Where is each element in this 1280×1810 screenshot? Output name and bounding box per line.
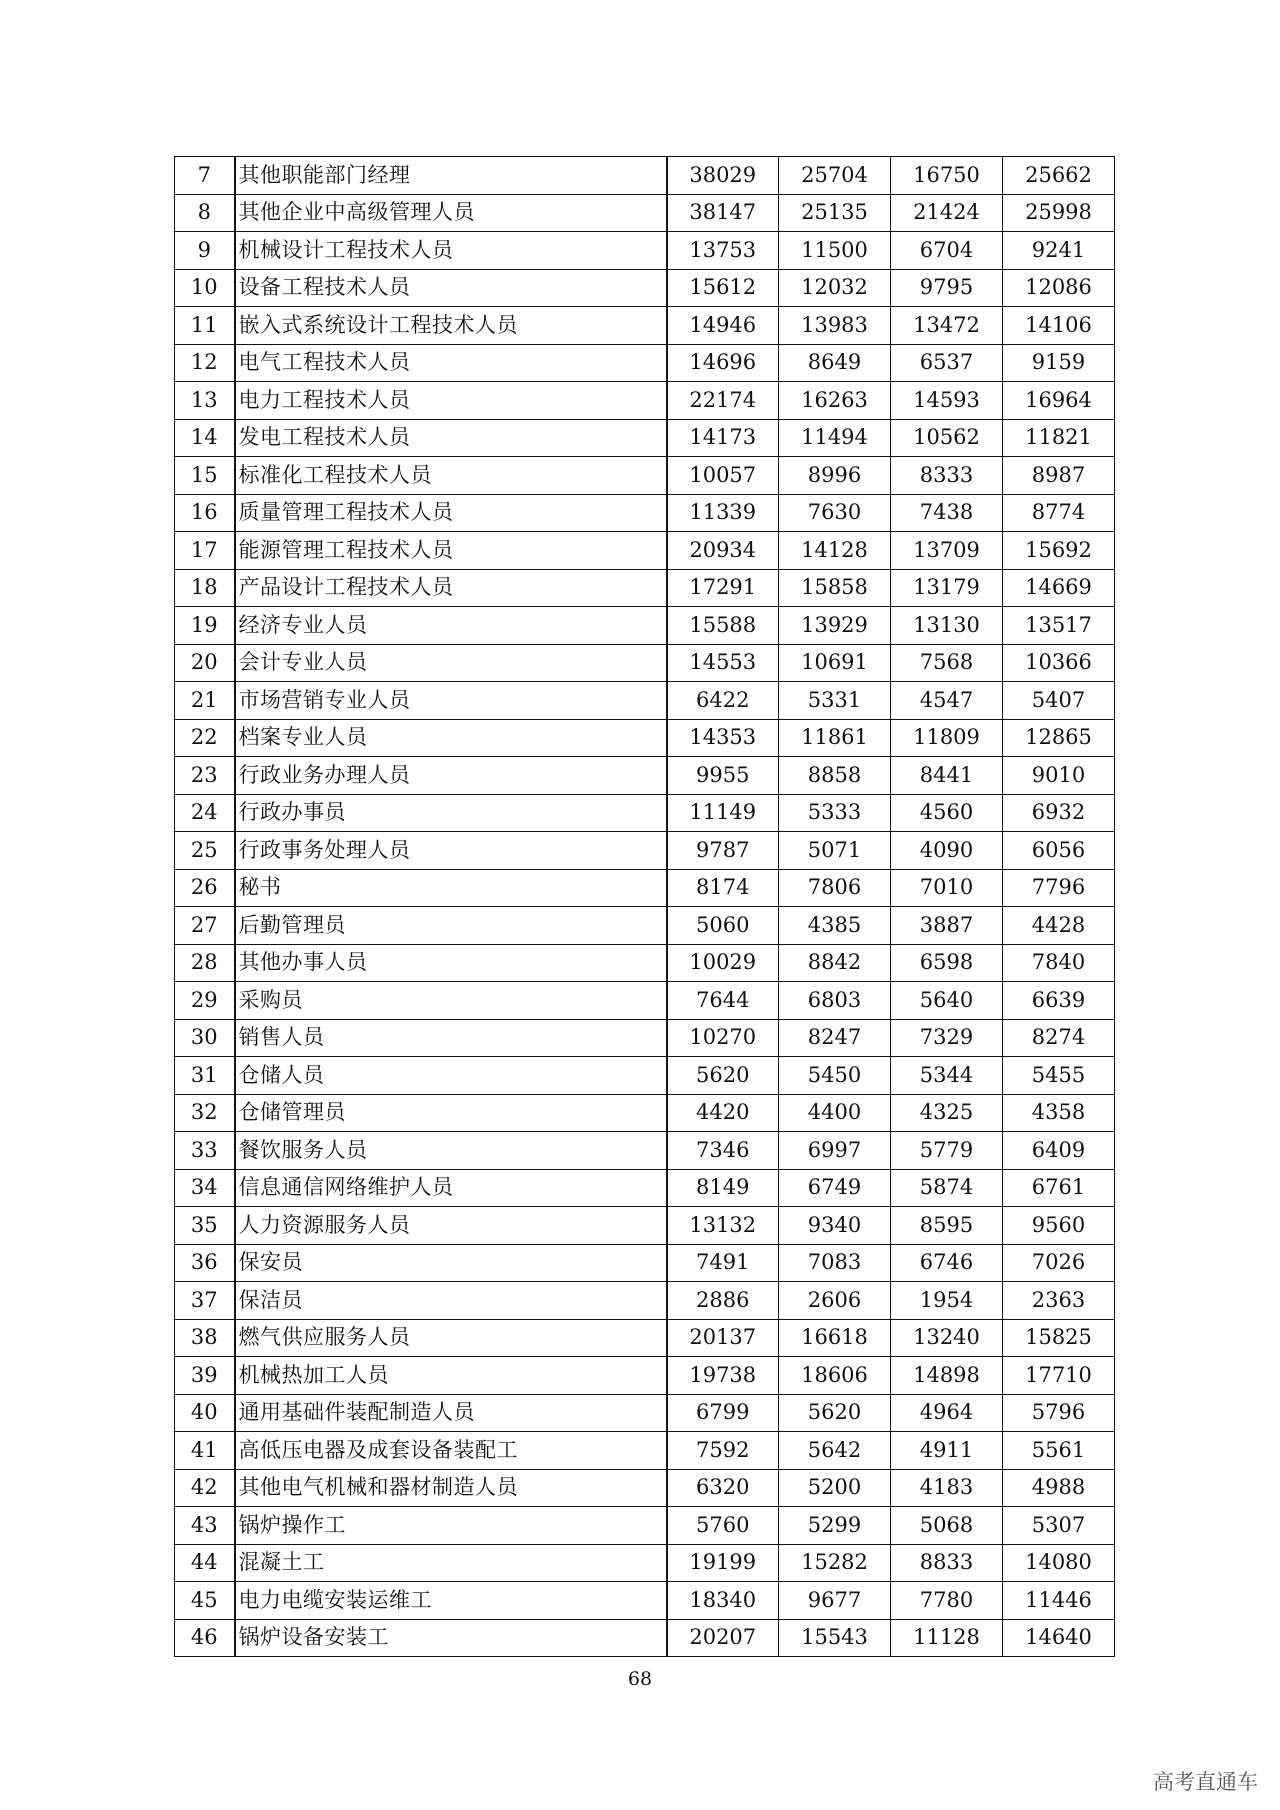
value-col-1: 14696 [667,344,779,382]
value-col-2: 7806 [779,869,891,907]
value-col-2: 9677 [779,1582,891,1620]
row-number: 38 [175,1319,235,1357]
table-body [175,157,1115,1657]
occupation-name: 仓储管理员 [235,1094,667,1132]
value-col-4: 6932 [1003,794,1115,832]
value-col-1: 10270 [667,1019,779,1057]
row-number: 24 [175,794,235,832]
occupation-name: 电力电缆安装运维工 [235,1582,667,1620]
occupation-name: 质量管理工程技术人员 [235,494,667,532]
value-col-2: 5331 [779,682,891,720]
row-number: 28 [175,944,235,982]
table-row [175,682,1115,720]
occupation-name: 会计专业人员 [235,644,667,682]
table-row [175,1094,1115,1132]
table-row [175,1282,1115,1320]
value-col-3: 9795 [891,269,1003,307]
value-col-4: 12865 [1003,719,1115,757]
value-col-2: 4400 [779,1094,891,1132]
value-col-3: 8595 [891,1207,1003,1245]
value-col-1: 10029 [667,944,779,982]
value-col-3: 10562 [891,419,1003,457]
value-col-3: 7329 [891,1019,1003,1057]
value-col-3: 6598 [891,944,1003,982]
row-number: 40 [175,1394,235,1432]
table-row [175,419,1115,457]
value-col-2: 10691 [779,644,891,682]
occupation-name: 保洁员 [235,1282,667,1320]
value-col-3: 14898 [891,1357,1003,1395]
occupation-name: 其他电气机械和器材制造人员 [235,1469,667,1507]
table-row [175,644,1115,682]
table-row [175,344,1115,382]
value-col-2: 5642 [779,1432,891,1470]
occupation-name: 行政事务处理人员 [235,832,667,870]
occupation-name: 标准化工程技术人员 [235,457,667,495]
value-col-4: 11821 [1003,419,1115,457]
table-row [175,1469,1115,1507]
value-col-4: 5307 [1003,1507,1115,1545]
value-col-4: 4988 [1003,1469,1115,1507]
value-col-2: 12032 [779,269,891,307]
value-col-1: 6320 [667,1469,779,1507]
value-col-4: 14669 [1003,569,1115,607]
table-row [175,794,1115,832]
occupation-name: 锅炉操作工 [235,1507,667,1545]
occupation-name: 机械热加工人员 [235,1357,667,1395]
row-number: 26 [175,869,235,907]
value-col-1: 5760 [667,1507,779,1545]
occupation-name: 采购员 [235,982,667,1020]
value-col-3: 6704 [891,232,1003,270]
row-number: 33 [175,1132,235,1170]
row-number: 13 [175,382,235,420]
value-col-4: 17710 [1003,1357,1115,1395]
occupation-name: 机械设计工程技术人员 [235,232,667,270]
value-col-4: 13517 [1003,607,1115,645]
value-col-4: 5796 [1003,1394,1115,1432]
value-col-3: 7568 [891,644,1003,682]
value-col-2: 15858 [779,569,891,607]
table-row [175,157,1115,195]
row-number: 11 [175,307,235,345]
value-col-2: 18606 [779,1357,891,1395]
occupation-name: 市场营销专业人员 [235,682,667,720]
table-row [175,307,1115,345]
value-col-1: 38147 [667,194,779,232]
value-col-2: 5620 [779,1394,891,1432]
value-col-1: 38029 [667,157,779,195]
row-number: 21 [175,682,235,720]
value-col-2: 13929 [779,607,891,645]
occupation-name: 经济专业人员 [235,607,667,645]
value-col-4: 4358 [1003,1094,1115,1132]
value-col-4: 15692 [1003,532,1115,570]
table-row [175,194,1115,232]
table-row [175,1619,1115,1657]
value-col-4: 15825 [1003,1319,1115,1357]
value-col-1: 8149 [667,1169,779,1207]
value-col-3: 13130 [891,607,1003,645]
row-number: 16 [175,494,235,532]
table-row [175,1244,1115,1282]
value-col-3: 5640 [891,982,1003,1020]
value-col-1: 6422 [667,682,779,720]
value-col-4: 9560 [1003,1207,1115,1245]
value-col-3: 7438 [891,494,1003,532]
value-col-4: 2363 [1003,1282,1115,1320]
page-number: 68 [627,1668,653,1690]
row-number: 41 [175,1432,235,1470]
value-col-4: 4428 [1003,907,1115,945]
occupation-name: 锅炉设备安装工 [235,1619,667,1657]
occupation-name: 秘书 [235,869,667,907]
value-col-1: 5060 [667,907,779,945]
occupation-name: 通用基础件装配制造人员 [235,1394,667,1432]
value-col-3: 4090 [891,832,1003,870]
occupation-name: 高低压电器及成套设备装配工 [235,1432,667,1470]
value-col-2: 6997 [779,1132,891,1170]
value-col-1: 20137 [667,1319,779,1357]
value-col-1: 14353 [667,719,779,757]
value-col-4: 25998 [1003,194,1115,232]
row-number: 32 [175,1094,235,1132]
value-col-2: 11861 [779,719,891,757]
value-col-2: 6749 [779,1169,891,1207]
row-number: 12 [175,344,235,382]
value-col-3: 13472 [891,307,1003,345]
value-col-1: 20207 [667,1619,779,1657]
row-number: 37 [175,1282,235,1320]
value-col-1: 13753 [667,232,779,270]
value-col-2: 15282 [779,1544,891,1582]
row-number: 31 [175,1057,235,1095]
occupation-name: 电力工程技术人员 [235,382,667,420]
table-row [175,944,1115,982]
value-col-2: 11494 [779,419,891,457]
table-row [175,1057,1115,1095]
watermark-text: 高考直通车 [1153,1770,1258,1794]
value-col-4: 16964 [1003,382,1115,420]
value-col-1: 10057 [667,457,779,495]
salary-table [174,156,1115,1657]
occupation-name: 燃气供应服务人员 [235,1319,667,1357]
value-col-2: 14128 [779,532,891,570]
table-row [175,1357,1115,1395]
value-col-1: 17291 [667,569,779,607]
value-col-3: 7010 [891,869,1003,907]
value-col-2: 8247 [779,1019,891,1057]
table-row [175,869,1115,907]
row-number: 39 [175,1357,235,1395]
value-col-1: 15612 [667,269,779,307]
value-col-2: 16263 [779,382,891,420]
table-row [175,1432,1115,1470]
value-col-3: 1954 [891,1282,1003,1320]
value-col-2: 8858 [779,757,891,795]
value-col-2: 25135 [779,194,891,232]
row-number: 27 [175,907,235,945]
value-col-1: 14553 [667,644,779,682]
table-row [175,532,1115,570]
value-col-3: 16750 [891,157,1003,195]
table-row [175,1582,1115,1620]
occupation-name: 设备工程技术人员 [235,269,667,307]
table-row [175,1207,1115,1245]
value-col-3: 4183 [891,1469,1003,1507]
value-col-2: 6803 [779,982,891,1020]
row-number: 30 [175,1019,235,1057]
occupation-name: 其他企业中高级管理人员 [235,194,667,232]
value-col-4: 14640 [1003,1619,1115,1657]
occupation-name: 发电工程技术人员 [235,419,667,457]
occupation-name: 其他办事人员 [235,944,667,982]
value-col-4: 9159 [1003,344,1115,382]
value-col-4: 9241 [1003,232,1115,270]
value-col-2: 5450 [779,1057,891,1095]
value-col-3: 8833 [891,1544,1003,1582]
value-col-3: 5779 [891,1132,1003,1170]
value-col-4: 12086 [1003,269,1115,307]
occupation-name: 嵌入式系统设计工程技术人员 [235,307,667,345]
value-col-1: 18340 [667,1582,779,1620]
value-col-2: 5299 [779,1507,891,1545]
value-col-4: 6639 [1003,982,1115,1020]
value-col-2: 5333 [779,794,891,832]
value-col-1: 9787 [667,832,779,870]
value-col-3: 11809 [891,719,1003,757]
value-col-4: 8987 [1003,457,1115,495]
row-number: 44 [175,1544,235,1582]
value-col-2: 11500 [779,232,891,270]
value-col-4: 6761 [1003,1169,1115,1207]
row-number: 23 [175,757,235,795]
value-col-2: 13983 [779,307,891,345]
value-col-1: 15588 [667,607,779,645]
value-col-1: 19199 [667,1544,779,1582]
value-col-1: 19738 [667,1357,779,1395]
value-col-4: 8774 [1003,494,1115,532]
row-number: 34 [175,1169,235,1207]
value-col-1: 13132 [667,1207,779,1245]
row-number: 15 [175,457,235,495]
value-col-2: 5071 [779,832,891,870]
value-col-3: 6537 [891,344,1003,382]
value-col-2: 16618 [779,1319,891,1357]
value-col-3: 13709 [891,532,1003,570]
value-col-4: 7840 [1003,944,1115,982]
value-col-4: 5561 [1003,1432,1115,1470]
occupation-name: 保安员 [235,1244,667,1282]
table-row [175,232,1115,270]
value-col-3: 8441 [891,757,1003,795]
table-row [175,1169,1115,1207]
value-col-1: 11149 [667,794,779,832]
value-col-3: 5874 [891,1169,1003,1207]
value-col-3: 4325 [891,1094,1003,1132]
row-number: 46 [175,1619,235,1657]
occupation-name: 仓储人员 [235,1057,667,1095]
value-col-3: 6746 [891,1244,1003,1282]
table-row [175,1544,1115,1582]
row-number: 43 [175,1507,235,1545]
row-number: 18 [175,569,235,607]
value-col-3: 5344 [891,1057,1003,1095]
value-col-4: 6409 [1003,1132,1115,1170]
value-col-4: 14080 [1003,1544,1115,1582]
row-number: 42 [175,1469,235,1507]
table-row [175,382,1115,420]
value-col-2: 5200 [779,1469,891,1507]
value-col-2: 4385 [779,907,891,945]
value-col-4: 7026 [1003,1244,1115,1282]
table-row [175,1019,1115,1057]
value-col-2: 2606 [779,1282,891,1320]
value-col-3: 13179 [891,569,1003,607]
occupation-name: 行政办事员 [235,794,667,832]
value-col-3: 4911 [891,1432,1003,1470]
value-col-4: 5407 [1003,682,1115,720]
row-number: 19 [175,607,235,645]
value-col-2: 7630 [779,494,891,532]
row-number: 10 [175,269,235,307]
occupation-name: 产品设计工程技术人员 [235,569,667,607]
value-col-4: 10366 [1003,644,1115,682]
value-col-4: 25662 [1003,157,1115,195]
table-row [175,457,1115,495]
value-col-3: 4560 [891,794,1003,832]
table-row [175,569,1115,607]
row-number: 7 [175,157,235,195]
value-col-3: 13240 [891,1319,1003,1357]
value-col-2: 8649 [779,344,891,382]
value-col-3: 21424 [891,194,1003,232]
table-row [175,719,1115,757]
value-col-1: 20934 [667,532,779,570]
occupation-name: 行政业务办理人员 [235,757,667,795]
value-col-2: 8842 [779,944,891,982]
row-number: 22 [175,719,235,757]
value-col-3: 5068 [891,1507,1003,1545]
row-number: 29 [175,982,235,1020]
value-col-2: 7083 [779,1244,891,1282]
occupation-name: 信息通信网络维护人员 [235,1169,667,1207]
value-col-1: 4420 [667,1094,779,1132]
value-col-1: 9955 [667,757,779,795]
table-row [175,1394,1115,1432]
value-col-1: 7644 [667,982,779,1020]
row-number: 20 [175,644,235,682]
table-row [175,494,1115,532]
occupation-name: 混凝土工 [235,1544,667,1582]
value-col-1: 14946 [667,307,779,345]
value-col-4: 11446 [1003,1582,1115,1620]
row-number: 45 [175,1582,235,1620]
occupation-name: 销售人员 [235,1019,667,1057]
value-col-4: 7796 [1003,869,1115,907]
row-number: 17 [175,532,235,570]
table-row [175,1319,1115,1357]
occupation-name: 能源管理工程技术人员 [235,532,667,570]
table-row [175,607,1115,645]
value-col-3: 7780 [891,1582,1003,1620]
occupation-name: 餐饮服务人员 [235,1132,667,1170]
value-col-1: 14173 [667,419,779,457]
value-col-3: 14593 [891,382,1003,420]
value-col-2: 25704 [779,157,891,195]
value-col-3: 4964 [891,1394,1003,1432]
value-col-2: 15543 [779,1619,891,1657]
value-col-4: 9010 [1003,757,1115,795]
value-col-3: 11128 [891,1619,1003,1657]
table-row [175,832,1115,870]
occupation-name: 电气工程技术人员 [235,344,667,382]
row-number: 14 [175,419,235,457]
row-number: 36 [175,1244,235,1282]
table-row [175,269,1115,307]
value-col-1: 7491 [667,1244,779,1282]
value-col-3: 8333 [891,457,1003,495]
value-col-1: 5620 [667,1057,779,1095]
value-col-4: 14106 [1003,307,1115,345]
row-number: 25 [175,832,235,870]
row-number: 35 [175,1207,235,1245]
table-row [175,907,1115,945]
value-col-1: 2886 [667,1282,779,1320]
value-col-1: 7592 [667,1432,779,1470]
value-col-1: 6799 [667,1394,779,1432]
occupation-name: 后勤管理员 [235,907,667,945]
value-col-1: 11339 [667,494,779,532]
value-col-2: 8996 [779,457,891,495]
row-number: 9 [175,232,235,270]
row-number: 8 [175,194,235,232]
occupation-name: 其他职能部门经理 [235,157,667,195]
table-row [175,1132,1115,1170]
occupation-name: 人力资源服务人员 [235,1207,667,1245]
value-col-4: 8274 [1003,1019,1115,1057]
occupation-name: 档案专业人员 [235,719,667,757]
value-col-1: 8174 [667,869,779,907]
value-col-4: 5455 [1003,1057,1115,1095]
table-row [175,1507,1115,1545]
value-col-3: 4547 [891,682,1003,720]
value-col-2: 9340 [779,1207,891,1245]
value-col-1: 22174 [667,382,779,420]
table-row [175,982,1115,1020]
value-col-4: 6056 [1003,832,1115,870]
value-col-3: 3887 [891,907,1003,945]
table-row [175,757,1115,795]
value-col-1: 7346 [667,1132,779,1170]
